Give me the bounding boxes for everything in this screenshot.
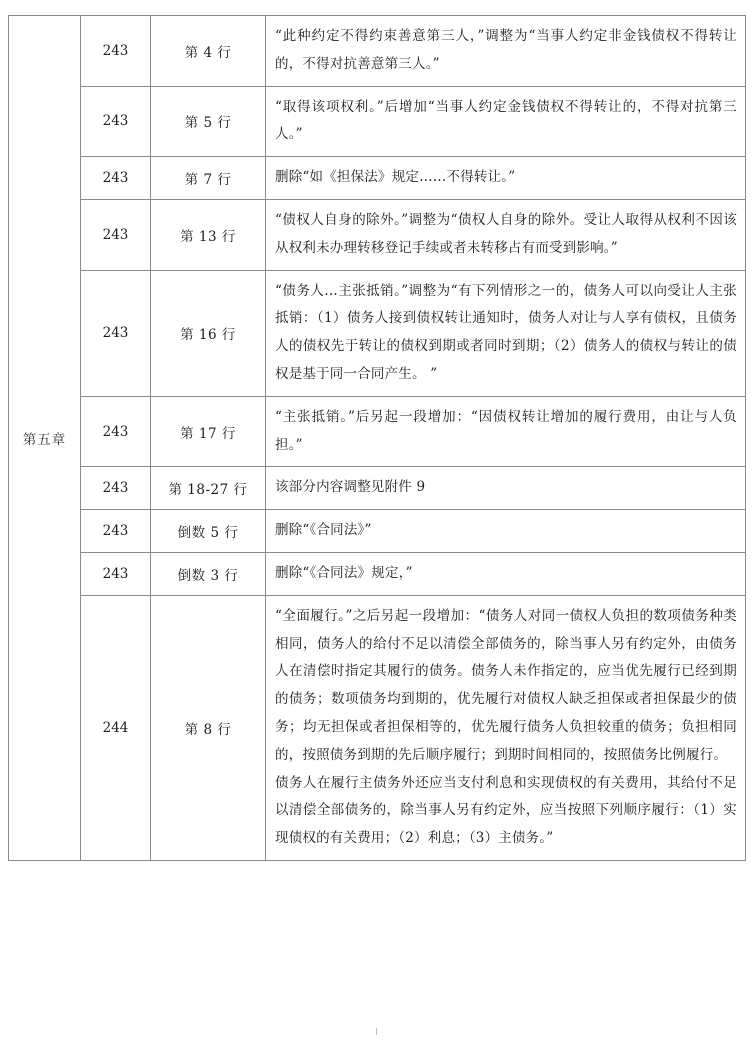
line-reference-cell: 倒数 5 行 bbox=[151, 510, 266, 553]
amendment-content-cell: “取得该项权利。”后增加“当事人约定金钱债权不得转让的，不得对抗第三人。” bbox=[266, 86, 746, 157]
line-reference-cell: 第 17 行 bbox=[151, 396, 266, 467]
page-number-cell: 243 bbox=[81, 199, 151, 270]
page-number-cell: 243 bbox=[81, 510, 151, 553]
amendment-paragraph: 债务人在履行主债务外还应当支付利息和实现债权的有关费用，其给付不足以清偿全部债务的，除当事人另有约定外，应当按照下列顺序履行：（1）实现债权的有关费用；（2）利息；（3）主债务。” bbox=[275, 774, 737, 847]
table-row bbox=[9, 396, 746, 467]
line-reference-cell: 第 8 行 bbox=[151, 595, 266, 860]
page-number-cell: 244 bbox=[81, 595, 151, 860]
line-reference-cell: 第 5 行 bbox=[151, 86, 266, 157]
page-number-cell: 243 bbox=[81, 86, 151, 157]
table-row bbox=[9, 157, 746, 200]
table-row bbox=[9, 595, 746, 860]
page-number-cell: 243 bbox=[81, 16, 151, 87]
table-row bbox=[9, 270, 746, 396]
table-row bbox=[9, 467, 746, 510]
table-row bbox=[9, 16, 746, 87]
amendment-content-cell bbox=[266, 595, 746, 860]
line-reference-cell: 第 4 行 bbox=[151, 16, 266, 87]
page-number-cell: 243 bbox=[81, 396, 151, 467]
amendment-content-cell: “债务人…主张抵销。”调整为“有下列情形之一的，债务人可以向受让人主张抵销：（1）债务人接到债权转让通知时，债务人对让与人享有债权，且债务人的债权先于转让的债权到期或者同时到期；（2）债务人的债权与转让的债权是基于同一合同产生。 ” bbox=[266, 270, 746, 396]
page-number-cell: 243 bbox=[81, 467, 151, 510]
line-reference-cell: 第 7 行 bbox=[151, 157, 266, 200]
page-number-cell: 243 bbox=[81, 270, 151, 396]
table-row bbox=[9, 199, 746, 270]
line-reference-cell: 第 16 行 bbox=[151, 270, 266, 396]
page-number-cell: 243 bbox=[81, 552, 151, 595]
page-number-cell: 243 bbox=[81, 157, 151, 200]
page-footer-mark bbox=[376, 1028, 377, 1035]
amendment-paragraph: “全面履行。”之后另起一段增加：“债务人对同一债权人负担的数项债务种类相同，债务人的给付不足以清偿全部债务的，除当事人另有约定外，由债务人在清偿时指定其履行的债务。债务人未作指定的，应当优先履行已经到期的债务；数项债务均到期的，优先履行对债权人缺乏担保或者担保最少的债务；均无担保或者担保相等的，优先履行债务人负担较重的债务；负担相同的，按照债务到期的先后顺序履行；到期时间相同的，按照债务比例履行。 bbox=[275, 607, 737, 763]
amendment-content-cell: “债权人自身的除外。”调整为“债权人自身的除外。受让人取得从权利不因该从权利未办理转移登记手续或者未转移占有而受到影响。” bbox=[266, 199, 746, 270]
amendment-content-cell: “主张抵销。”后另起一段增加：“因债权转让增加的履行费用，由让与人负担。” bbox=[266, 396, 746, 467]
chapter-cell: 第五章 bbox=[9, 16, 81, 861]
line-reference-cell: 第 13 行 bbox=[151, 199, 266, 270]
amendment-content-cell: 该部分内容调整见附件 9 bbox=[266, 467, 746, 510]
line-reference-cell: 倒数 3 行 bbox=[151, 552, 266, 595]
table-row bbox=[9, 86, 746, 157]
amendment-content-cell: “此种约定不得约束善意第三人，”调整为“当事人约定非金钱债权不得转让的，不得对抗善意第三人。” bbox=[266, 16, 746, 87]
amendment-content-cell: 删除“《合同法》” bbox=[266, 510, 746, 553]
amendment-content-cell: 删除“如《担保法》规定……不得转让。” bbox=[266, 157, 746, 200]
table-row bbox=[9, 552, 746, 595]
amendment-content-cell: 删除“《合同法》规定，” bbox=[266, 552, 746, 595]
table-row bbox=[9, 510, 746, 553]
amendment-comparison-table bbox=[8, 15, 746, 861]
line-reference-cell: 第 18-27 行 bbox=[151, 467, 266, 510]
